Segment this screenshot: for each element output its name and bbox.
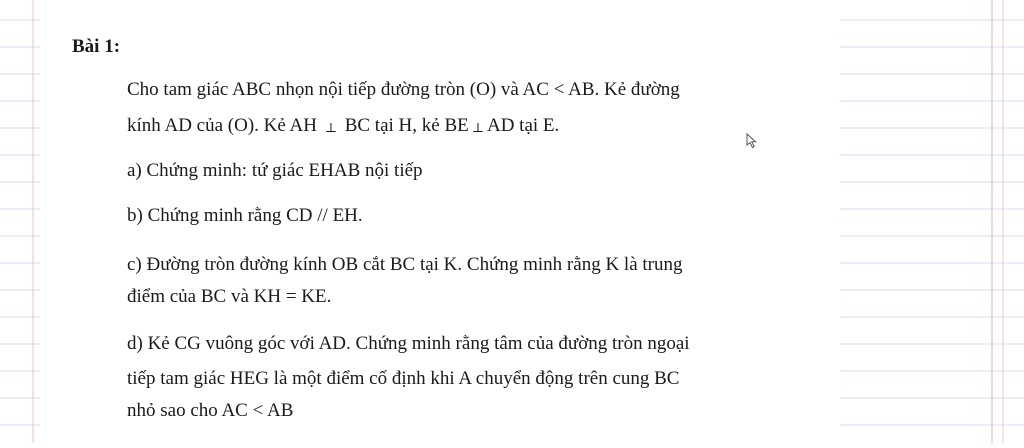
part-d-line-3: nhỏ sao cho AC < AB [127, 400, 294, 421]
part-c-line-1: c) Đường tròn đường kính OB cắt BC tại K. Chứng minh rằng K là trung [127, 254, 683, 275]
mouse-pointer-icon [746, 133, 758, 149]
intro-line-2-part-b: BC tại H, kẻ BE [344, 115, 469, 136]
perpendicular-symbol: ⊥ [324, 120, 337, 135]
exercise-title: Bài 1: [72, 36, 121, 57]
intro-line-2-part-a: kính AD của (O). Kẻ AH [127, 115, 317, 136]
part-b-line-1: b) Chứng minh rằng CD // EH. [127, 205, 363, 226]
intro-line-2-part-c: AD tại E. [486, 115, 560, 136]
intro-line-2 [127, 113, 559, 141]
part-d-line-2: tiếp tam giác HEG là một điểm cố định khi A chuyển động trên cung BC [127, 368, 680, 389]
perpendicular-symbol-2: ⊥ [471, 120, 484, 135]
part-c-line-2: điểm của BC và KH = KE. [127, 286, 332, 307]
intro-line-1: Cho tam giác ABC nhọn nội tiếp đường tròn (O) và AC < AB. Kẻ đường [127, 79, 680, 100]
part-d-line-1: d) Kẻ CG vuông góc với AD. Chứng minh rằng tâm của đường tròn ngoại [127, 333, 690, 354]
part-a-line-1: a) Chứng minh: tứ giác EHAB nội tiếp [127, 160, 423, 181]
